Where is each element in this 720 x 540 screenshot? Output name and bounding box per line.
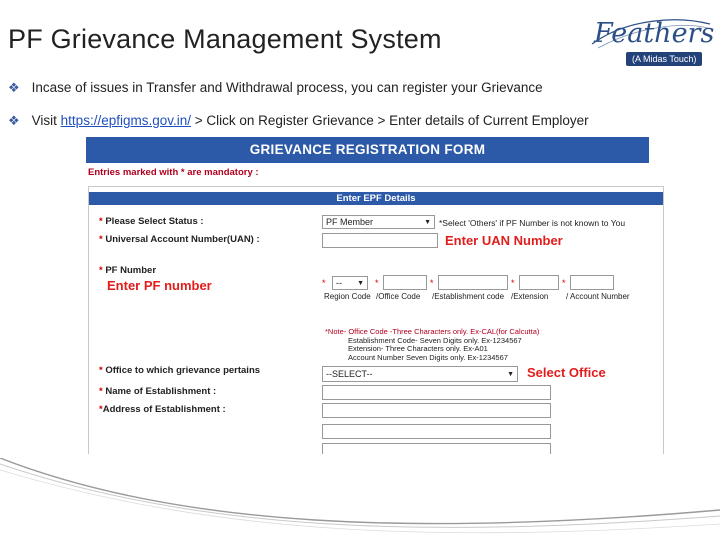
diamond-bullet-icon: ❖ (8, 113, 20, 128)
status-select[interactable]: PF Member ▼ (322, 215, 435, 229)
office-label: * Office to which grievance pertains (99, 365, 261, 376)
feathers-logo (588, 14, 715, 68)
bullet-prefix: Visit (31, 113, 61, 128)
address-line-2-input[interactable] (322, 424, 551, 439)
office-select[interactable]: --SELECT-- ▼ (322, 366, 518, 382)
bullet-visit-link (8, 113, 589, 129)
note-line: Account Number Seven Digits only. Ex-1234567 (348, 352, 508, 362)
logo-script-text: Feathers (594, 18, 715, 49)
bullet-suffix: > Click on Register Grievance > Enter details of Current Employer (191, 113, 589, 128)
diamond-bullet-icon: ❖ (8, 80, 20, 95)
uan-input[interactable] (322, 233, 438, 248)
note-line: Establishment Code- Seven Digits only. Ex-1234567 (348, 335, 522, 345)
decorative-footer-curves (0, 458, 720, 540)
pf-number-label: * PF Number (99, 265, 157, 276)
establishment-name-input[interactable] (322, 385, 551, 400)
required-mark: * (562, 278, 566, 288)
chevron-down-icon: ▼ (357, 280, 364, 287)
region-code-select[interactable]: -- ▼ (332, 276, 368, 290)
section-title: Enter EPF Details (89, 192, 663, 205)
address-label: *Address of Establishment : (99, 404, 226, 415)
extension-input[interactable] (519, 275, 559, 290)
uan-label: * Universal Account Number(UAN) : (99, 234, 260, 245)
extension-caption: /Extension (511, 292, 549, 301)
chevron-down-icon: ▼ (424, 219, 431, 226)
status-label: * Please Select Status : (99, 216, 204, 227)
address-line-1-input[interactable] (322, 403, 551, 418)
note-line: *Note- Office Code -Three Characters only. Ex-CAL(for Calcutta) (325, 327, 540, 336)
establishment-code-input[interactable] (438, 275, 508, 290)
office-code-caption: /Office Code (376, 292, 421, 301)
note-line: Extension- Three Characters only. Ex-A01 (348, 344, 488, 353)
status-hint: *Select 'Others' if PF Number is not known to You (439, 218, 626, 228)
required-mark: * (430, 278, 434, 288)
slide-title: PF Grievance Management System (8, 24, 442, 54)
required-mark: * (511, 278, 515, 288)
epfigms-link[interactable]: https://epfigms.gov.in/ (60, 113, 191, 128)
office-code-input[interactable] (383, 275, 427, 290)
bullet-text: Incase of issues in Transfer and Withdrawal process, you can register your Grievance (31, 80, 543, 95)
required-mark: * (375, 278, 379, 288)
establishment-label: * Name of Establishment : (99, 386, 217, 397)
chevron-down-icon: ▼ (507, 371, 514, 378)
required-mark: * (322, 278, 326, 288)
logo-tagline: (A Midas Touch) (626, 52, 702, 66)
establishment-code-caption: /Establishment code (432, 292, 505, 301)
format-note (325, 328, 539, 362)
form-banner: GRIEVANCE REGISTRATION FORM (86, 137, 649, 163)
account-number-caption: / Account Number (566, 292, 630, 301)
uan-annotation: Enter UAN Number (445, 233, 563, 248)
mandatory-note: Entries marked with * are mandatory : (88, 167, 259, 178)
epf-details-panel (88, 186, 664, 468)
pf-annotation: Enter PF number (107, 278, 212, 293)
office-annotation: Select Office (527, 365, 606, 380)
bullet-grievance-info (8, 80, 543, 96)
region-code-caption: Region Code (324, 292, 371, 301)
account-number-input[interactable] (570, 275, 614, 290)
